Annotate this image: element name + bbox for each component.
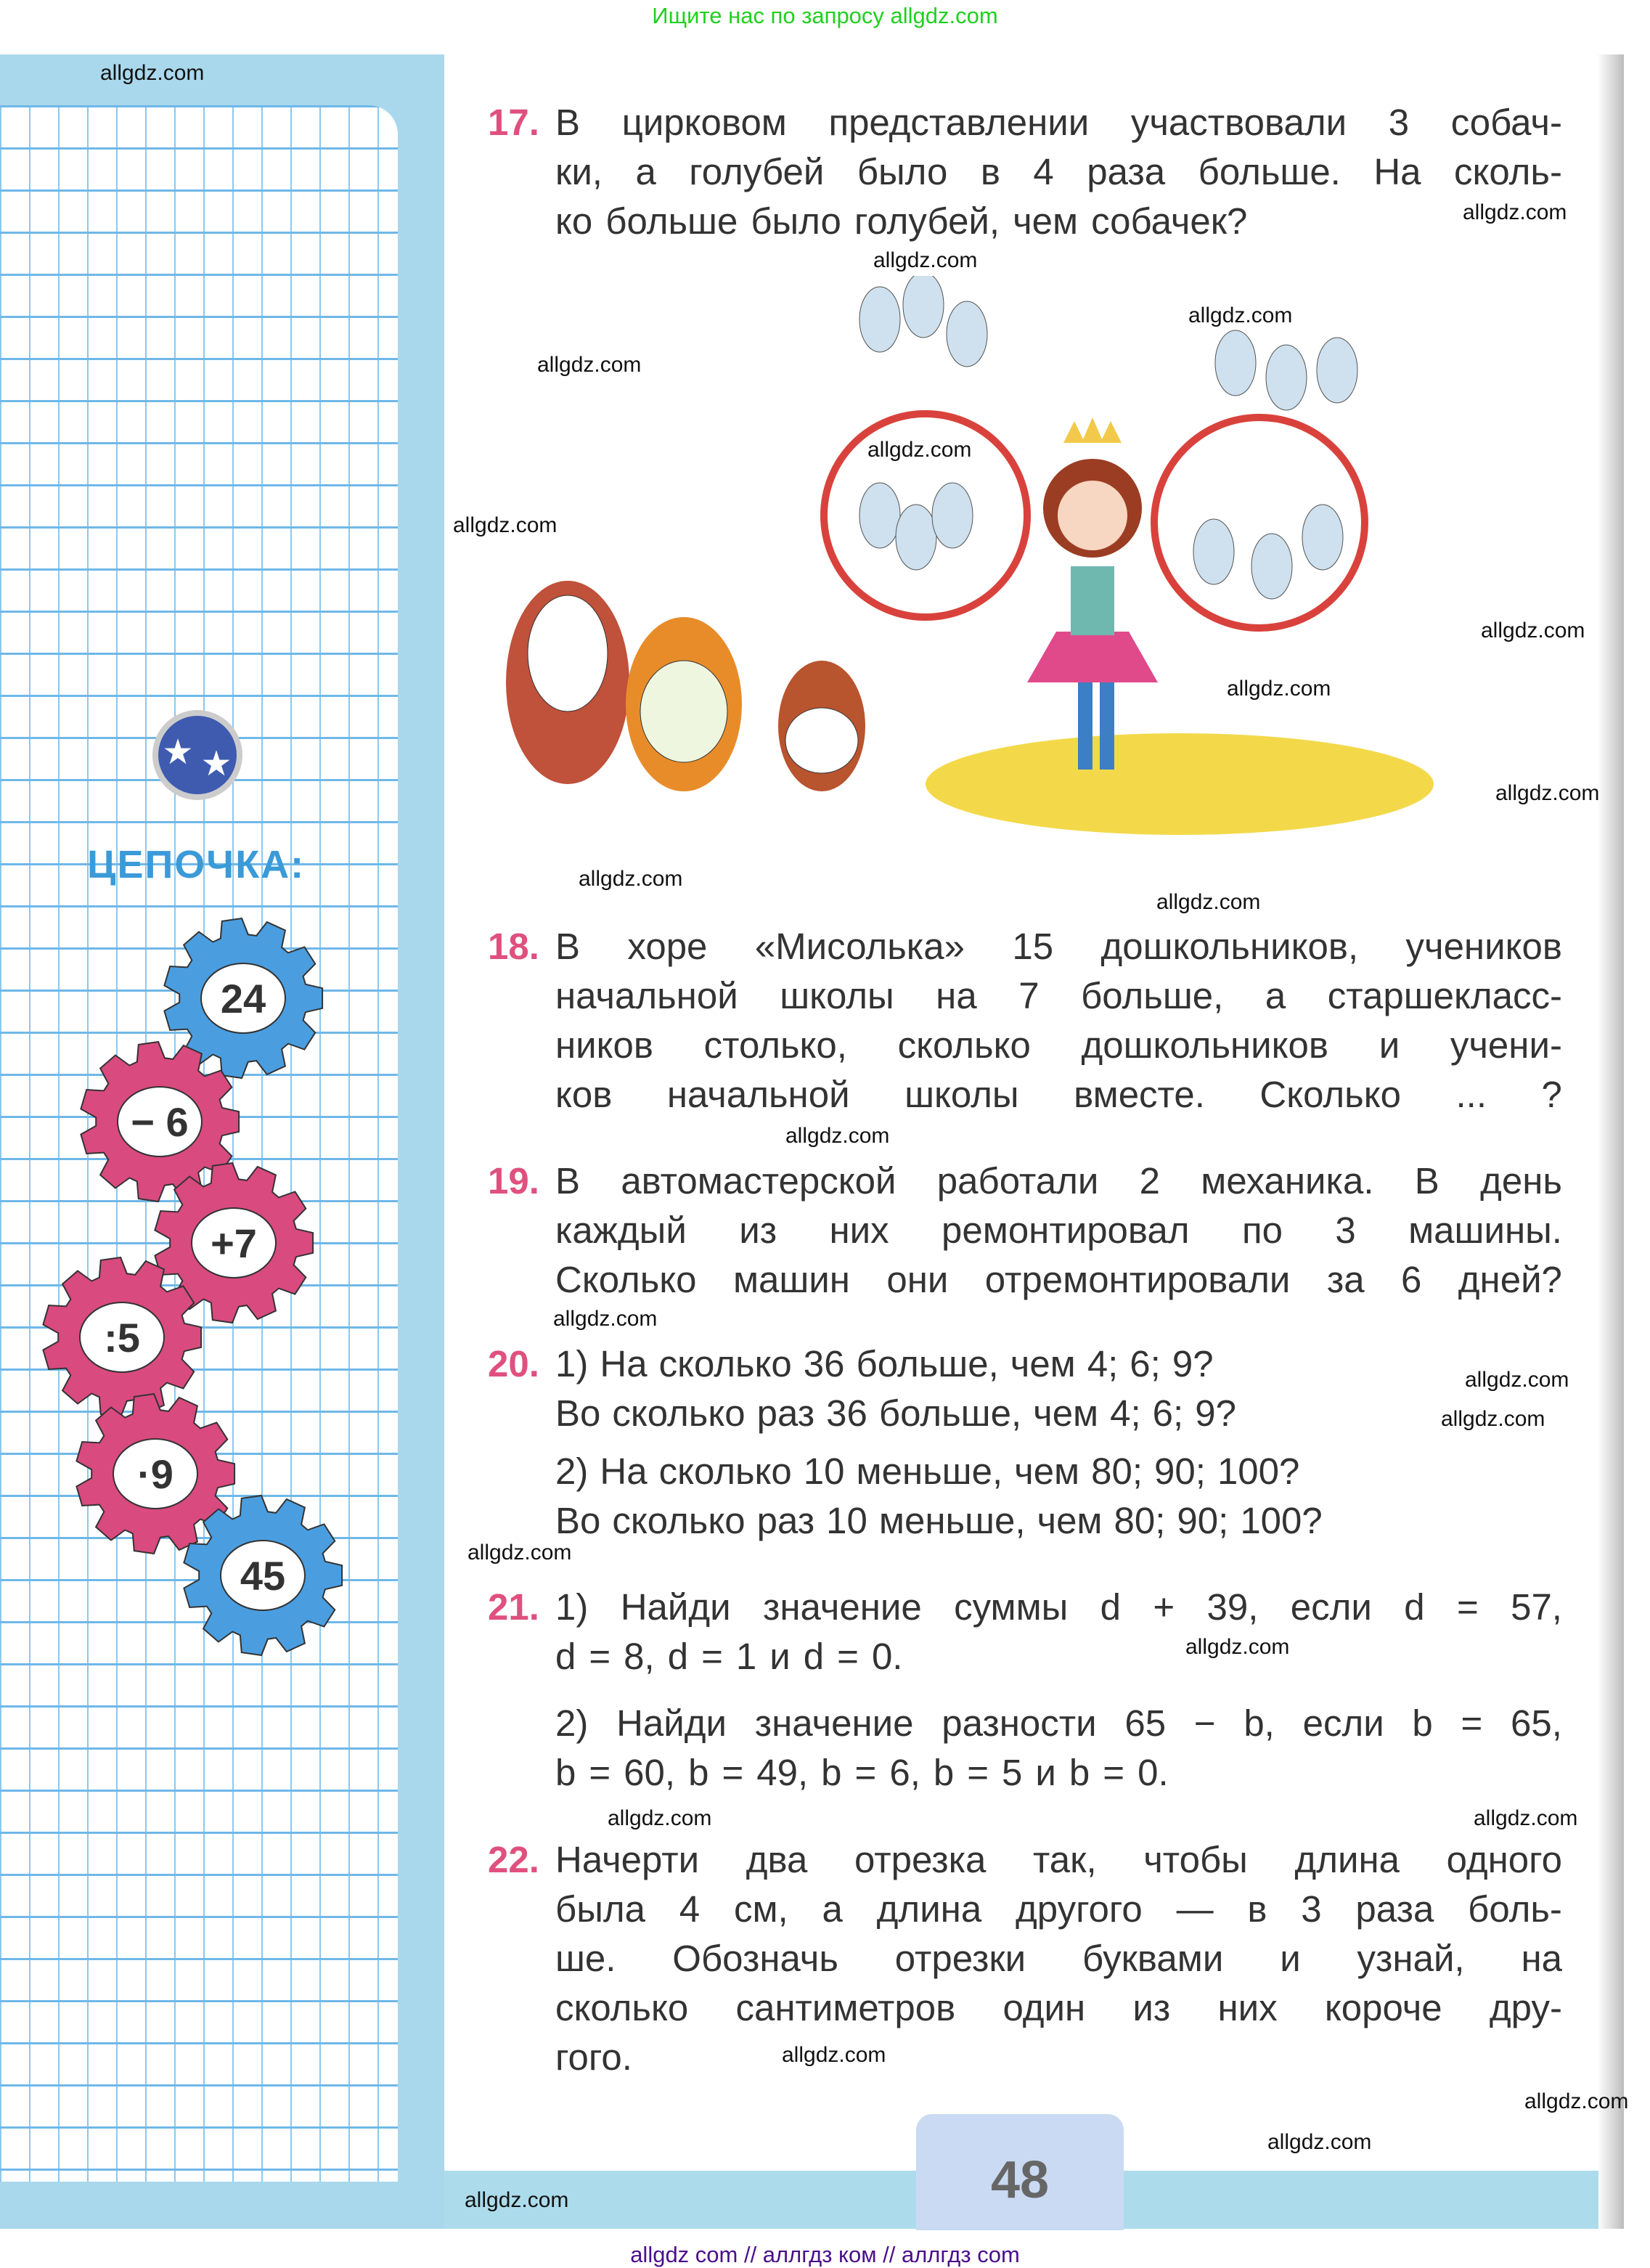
word: начальной: [555, 975, 738, 1016]
word: больше,: [878, 1392, 1022, 1434]
word: 10: [826, 1500, 867, 1541]
word: =: [589, 1636, 611, 1677]
word: сколько: [897, 1024, 1031, 1066]
word: старшекласс-: [1327, 975, 1562, 1016]
word: один: [1002, 1987, 1086, 2028]
word: меньше,: [878, 1500, 1026, 1541]
word: Найди: [620, 1586, 731, 1628]
word: разности: [942, 1702, 1097, 1744]
word: На: [600, 1343, 648, 1384]
word: 57,: [1511, 1586, 1562, 1628]
word: сколько: [658, 1343, 792, 1384]
word: на: [1521, 1938, 1562, 1979]
word: школы: [780, 975, 894, 1016]
word: 1: [735, 1636, 757, 1677]
word: значение: [762, 1586, 922, 1628]
problem-line: [555, 1835, 1562, 1885]
word: машин: [732, 1259, 850, 1300]
word: них: [829, 1210, 889, 1251]
problem-line: [555, 1748, 1562, 1798]
word: столько,: [703, 1024, 847, 1066]
word: 9?: [1195, 1392, 1236, 1434]
dogs-figure: [506, 581, 865, 791]
word: отрезка: [854, 1839, 987, 1880]
word: боль-: [1468, 1888, 1562, 1930]
word: если: [1302, 1702, 1384, 1744]
word: ремонтировал: [942, 1210, 1190, 1251]
word: дошкольников: [1081, 1024, 1329, 1066]
word: механика.: [1201, 1160, 1374, 1202]
word: они: [886, 1259, 949, 1300]
word: а: [635, 151, 656, 192]
search-banner: Ищите нас по запросу allgdz.com: [652, 3, 998, 28]
word: 3: [1335, 1210, 1356, 1251]
word: участвовали: [1130, 102, 1347, 143]
word: d: [1100, 1586, 1122, 1628]
gear-label: +7: [211, 1220, 257, 1266]
word: 2: [1139, 1160, 1160, 1202]
word: 80;: [1114, 1500, 1166, 1541]
problem-number: 22.: [488, 1839, 539, 1880]
word: 6: [1401, 1259, 1422, 1300]
watermark: allgdz.com: [553, 1307, 658, 1331]
problem-line: [555, 1447, 1562, 1496]
pigeon-icon: [1193, 519, 1234, 584]
problem-line: [555, 971, 1562, 1021]
word: Сколько: [555, 1259, 697, 1300]
word: сколько: [658, 1451, 792, 1492]
word: по: [1241, 1210, 1283, 1251]
problem-line: [555, 1699, 1562, 1748]
word: ?: [1541, 1074, 1562, 1115]
word: 8,: [624, 1636, 655, 1677]
word: «Мисолька»: [754, 926, 965, 967]
word: Обозначь: [672, 1938, 838, 1979]
word: и: [1280, 1938, 1301, 1979]
word: см,: [733, 1888, 788, 1930]
word: =: [1456, 1586, 1479, 1628]
word: и: [769, 1636, 791, 1677]
problem-line: [555, 147, 1562, 197]
word: была: [555, 1888, 645, 1930]
word: b: [688, 1752, 709, 1793]
problem-line: [555, 922, 1562, 971]
word: голубей: [689, 151, 825, 192]
word: 7: [1018, 975, 1040, 1016]
word: Найди: [616, 1702, 727, 1744]
word: начальной: [666, 1074, 850, 1115]
pigeon-icon: [1266, 345, 1307, 410]
problem-19: [488, 1157, 1562, 1305]
pigeon-icon: [859, 287, 900, 352]
word: них: [1217, 1987, 1278, 2028]
star-badge-icon: [152, 710, 242, 800]
pigeon-icon: [859, 483, 900, 548]
word: учеников: [1405, 926, 1562, 967]
word: 90;: [1154, 1451, 1206, 1492]
word: другого: [1016, 1888, 1143, 1930]
word: чем: [1014, 1451, 1080, 1492]
word: ки,: [555, 151, 603, 192]
word: Начерти: [555, 1839, 700, 1880]
word: так,: [1032, 1839, 1097, 1880]
word: b: [933, 1752, 955, 1793]
word: 3: [1301, 1888, 1322, 1930]
word: одного: [1446, 1839, 1562, 1880]
watermark: allgdz.com: [1227, 677, 1331, 701]
word: узнай,: [1357, 1938, 1465, 1979]
word: 5: [1002, 1752, 1023, 1793]
word: гого.: [555, 2036, 632, 2078]
pigeon-icon: [947, 301, 987, 367]
word: 4: [679, 1888, 701, 1930]
word: меньше,: [856, 1451, 1003, 1492]
word: ...: [1455, 1074, 1487, 1115]
word: сантиметров: [735, 1987, 956, 2028]
word: чем: [1033, 1392, 1099, 1434]
problem-line: [555, 1934, 1562, 1983]
word: b: [1412, 1702, 1433, 1744]
word: 0.: [871, 1636, 903, 1677]
word: два: [746, 1839, 808, 1880]
word: =: [589, 1752, 611, 1793]
word: а: [1265, 975, 1286, 1016]
word: больше.: [1198, 151, 1341, 192]
word: было: [751, 200, 841, 242]
word: b: [555, 1752, 576, 1793]
word: работали: [936, 1160, 1099, 1202]
word: d: [1404, 1586, 1425, 1628]
problem-line: [555, 1255, 1562, 1305]
word: собач-: [1450, 102, 1562, 143]
problem-line: [555, 98, 1562, 147]
word: 2): [555, 1451, 589, 1492]
watermark: allgdz.com: [453, 513, 558, 537]
word: длина: [876, 1888, 982, 1930]
svg-text:★: ★: [162, 733, 194, 772]
pigeon-icon: [1302, 505, 1343, 570]
watermark: allgdz.com: [608, 1806, 712, 1830]
word: цирковом: [621, 102, 787, 143]
watermark: allgdz.com: [465, 2188, 569, 2212]
word: день: [1480, 1160, 1562, 1202]
word: дру-: [1489, 1987, 1562, 2028]
watermark: allgdz.com: [1267, 2130, 1372, 2154]
watermark: allgdz.com: [1524, 2089, 1629, 2113]
watermark: allgdz.com: [1481, 619, 1585, 643]
watermark: allgdz.com: [867, 438, 972, 462]
gear-label: 24: [220, 976, 266, 1021]
word: В: [555, 102, 581, 143]
word: 100?: [1240, 1500, 1323, 1541]
word: дней?: [1458, 1259, 1562, 1300]
word: 3: [1388, 102, 1410, 143]
word: буквами: [1082, 1938, 1224, 1979]
word: из: [739, 1210, 777, 1251]
word: больше,: [1081, 975, 1224, 1016]
word: школы: [904, 1074, 1019, 1115]
word: раза: [1355, 1888, 1434, 1930]
problem-number: 19.: [488, 1160, 539, 1202]
word: В: [1414, 1160, 1439, 1202]
word: 36: [803, 1343, 845, 1384]
word: вместе.: [1074, 1074, 1205, 1115]
problem-line: [555, 1496, 1562, 1546]
word: чем: [1013, 200, 1079, 242]
word: =: [967, 1752, 989, 1793]
word: 49,: [756, 1752, 809, 1793]
word: больше: [605, 200, 738, 242]
word: 4: [1033, 151, 1054, 192]
word: из: [1132, 1987, 1171, 2028]
problem-number: 21.: [488, 1586, 539, 1628]
word: 65,: [1511, 1702, 1562, 1744]
problem-number: 17.: [488, 102, 539, 143]
word: 65: [1124, 1702, 1167, 1744]
watermark: allgdz.com: [782, 2043, 886, 2067]
problem-17: [488, 98, 1562, 246]
word: 1): [555, 1343, 589, 1384]
word: ников: [555, 1024, 653, 1066]
word: —: [1176, 1888, 1214, 1930]
word: 4;: [1087, 1343, 1119, 1384]
gear-5: [184, 1496, 342, 1655]
word: каждый: [555, 1210, 687, 1251]
gear-3: [43, 1257, 201, 1417]
girl-figure: [1027, 417, 1158, 770]
watermark: allgdz.com: [467, 1541, 572, 1565]
problem-line: [555, 1070, 1562, 1119]
arena-floor: [926, 733, 1434, 835]
word: =: [1461, 1702, 1483, 1744]
gear-label: − 6: [131, 1099, 189, 1145]
word: −: [1193, 1702, 1216, 1744]
problem-line: [555, 1157, 1562, 1206]
gear-label: :5: [104, 1315, 140, 1361]
word: 1): [555, 1586, 589, 1628]
word: за: [1326, 1259, 1365, 1300]
watermark: allgdz.com: [1156, 890, 1261, 914]
pigeon-icon: [1215, 330, 1256, 396]
watermark: allgdz.com: [100, 61, 205, 85]
problem-21: [488, 1583, 1562, 1798]
pigeon-icon: [903, 276, 944, 338]
word: если: [1290, 1586, 1372, 1628]
word: d: [555, 1636, 576, 1677]
word: на: [936, 975, 977, 1016]
word: чем: [1037, 1500, 1103, 1541]
word: 6,: [889, 1752, 920, 1793]
watermark: allgdz.com: [579, 867, 683, 891]
problem-number: 18.: [488, 926, 539, 967]
word: В: [555, 926, 581, 967]
word: больше,: [856, 1343, 999, 1384]
watermark: allgdz.com: [1441, 1407, 1545, 1431]
word: раза: [1087, 151, 1166, 192]
word: автомастерской: [621, 1160, 897, 1202]
word: собачек?: [1091, 200, 1248, 242]
problem-line: [555, 1583, 1562, 1632]
gear-label: ·9: [137, 1451, 173, 1497]
word: голубей,: [854, 200, 1000, 242]
page-number-tab: [916, 2114, 1124, 2230]
word: На: [600, 1451, 648, 1492]
word: =: [701, 1636, 723, 1677]
word: короче: [1324, 1987, 1442, 2028]
word: и: [1379, 1024, 1400, 1066]
watermark: allgdz.com: [873, 248, 978, 272]
word: =: [1103, 1752, 1125, 1793]
watermark: allgdz.com: [1495, 781, 1600, 805]
word: суммы: [954, 1586, 1069, 1628]
word: 10: [803, 1451, 845, 1492]
word: сколь-: [1454, 151, 1562, 192]
pigeon-icon: [1251, 534, 1292, 599]
word: 100?: [1217, 1451, 1300, 1492]
word: хоре: [627, 926, 708, 967]
word: 80;: [1091, 1451, 1143, 1492]
problem-line: [555, 1206, 1562, 1255]
word: чем: [1010, 1343, 1076, 1384]
word: d: [803, 1636, 825, 1677]
word: +: [1153, 1586, 1175, 1628]
word: =: [854, 1752, 877, 1793]
watermark: allgdz.com: [785, 1124, 890, 1148]
word: В: [555, 1160, 581, 1202]
pigeon-icon: [932, 483, 973, 548]
word: и: [1035, 1752, 1056, 1793]
pigeon-icon: [896, 505, 936, 570]
bottom-banner: allgdz com // аллгдз ком // аллгдз com: [630, 2242, 1020, 2267]
word: b,: [1243, 1702, 1275, 1744]
word: ко: [555, 200, 593, 242]
word: 9?: [1172, 1343, 1214, 1384]
word: =: [837, 1636, 859, 1677]
word: 15: [1012, 926, 1054, 967]
word: отрезки: [894, 1938, 1026, 1979]
problem-line: [555, 197, 1562, 246]
word: отремонтировали: [984, 1259, 1291, 1300]
word: представлении: [828, 102, 1090, 143]
word: 90;: [1177, 1500, 1229, 1541]
problem-line: [555, 2033, 1562, 2082]
word: 60,: [624, 1752, 676, 1793]
word: Во: [555, 1392, 601, 1434]
chain-title: ЦЕПОЧКА:: [87, 843, 306, 886]
word: а: [822, 1888, 843, 1930]
word: чтобы: [1143, 1839, 1248, 1880]
word: На: [1373, 151, 1421, 192]
word: b: [821, 1752, 842, 1793]
problem-line: [555, 1885, 1562, 1934]
word: раз: [756, 1392, 815, 1434]
word: было: [857, 151, 948, 192]
word: учени-: [1450, 1024, 1562, 1066]
word: в: [980, 151, 1000, 192]
word: в: [1247, 1888, 1267, 1930]
watermark: allgdz.com: [1465, 1368, 1569, 1392]
word: =: [722, 1752, 744, 1793]
problem-18: [488, 922, 1562, 1119]
problem-line: [555, 1021, 1562, 1070]
word: 0.: [1138, 1752, 1169, 1793]
word: ше.: [555, 1938, 616, 1979]
watermark: allgdz.com: [537, 353, 642, 377]
problem-line: [555, 1983, 1562, 2033]
problem-line: [555, 1389, 1562, 1438]
word: ков: [555, 1074, 613, 1115]
problem-number: 20.: [488, 1343, 539, 1384]
word: сколько: [555, 1987, 689, 2028]
word: раз: [756, 1500, 815, 1541]
word: значение: [754, 1702, 914, 1744]
svg-text:★: ★: [200, 745, 232, 783]
problem-20: [488, 1339, 1562, 1546]
word: 6;: [1130, 1343, 1161, 1384]
word: длина: [1294, 1839, 1400, 1880]
word: b: [1069, 1752, 1090, 1793]
word: d: [667, 1636, 689, 1677]
word: 36: [826, 1392, 867, 1434]
word: сколько: [612, 1392, 746, 1434]
pigeon-icon: [1317, 338, 1357, 403]
problem-line: [555, 1632, 1562, 1681]
word: 2): [555, 1702, 589, 1744]
watermark: allgdz.com: [1474, 1806, 1578, 1830]
word: 6;: [1152, 1392, 1184, 1434]
word: 4;: [1110, 1392, 1141, 1434]
word: 39,: [1206, 1586, 1259, 1628]
watermark: allgdz.com: [1185, 1635, 1290, 1659]
page-number: 48: [990, 2151, 1050, 2209]
problem-22: [488, 1835, 1562, 2082]
word: Сколько: [1259, 1074, 1401, 1115]
watermark: allgdz.com: [1188, 303, 1293, 327]
word: машины.: [1408, 1210, 1562, 1251]
word: дошкольников,: [1100, 926, 1359, 967]
word: сколько: [612, 1500, 746, 1541]
watermark: allgdz.com: [1463, 200, 1567, 224]
gear-label: 45: [240, 1553, 286, 1599]
word: Во: [555, 1500, 601, 1541]
problem-line: [555, 1339, 1562, 1389]
